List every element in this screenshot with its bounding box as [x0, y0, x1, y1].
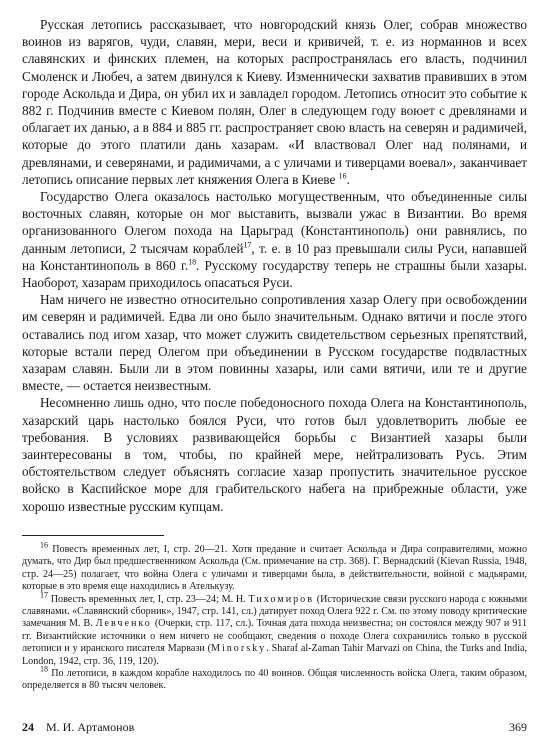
footnote-ref-16: 16 — [338, 171, 347, 181]
paragraph-2: Государство Олега оказалось настолько могущественным, что объединенные силы восточных славян, которые он мог выставить, вызвали ужас в Византии. Во время организованного Олегом похода на Царьград (Константинополь) они равнялись, по данным летописи, 2 тысячам кораблей$^{17}$, т. е. в 10 раз превышали силы Руси, напавшей на Константинополь в 860 г.$^{18}$. Русскому государству теперь не страшны были хазары. Наоборот, хазарам приходилось опасаться Руси. — [22, 189, 527, 291]
paragraph-4: Несомненно лишь одно, что после победоносного похода Олега на Константинополь, хазарский царь настолько боялся Руси, что готов был удовлетворить любые ее требования. В условиях развивающейся борьбы с Византией хазары были заинтересованы в том, чтобы, по крайней мере, нейтрализовать Русь. Этим обстоятельством следует объяснять согласие хазар пропустить значительное русское войско в Каспийское море для грабительского набега на прибрежные области, уже хорошо известные русским купцам. — [22, 395, 527, 514]
footnote-17: $^{17}$ Повесть временных лет, I, стр. 23—24; М. Н. Тихомиров (Исторические связи русского народа с южными славянами. «Славянский сборник», 1947, стр. 141, сл.) датирует поход Олега 922 г. См. по этому поводу критические замечания М. В. Левченко (Очерки, стр. 117, сл.). Точная дата похода неизвестна; он состоялся между 907 и 911 гг. Византийские источники о нем ничего не сообщают, сведения о походе Олега сохранились только в русской летописи и у иранского писателя Марвази (Minorsky. Sharaf al-Zaman Tahir Marvazi on China, the Turks and India, London, 1942, стр. 36, 119, 120). — [22, 590, 528, 667]
footnote-ref-18: 18 — [188, 257, 197, 267]
author-name: Тихомиров — [248, 593, 314, 605]
main-text — [22, 16, 527, 515]
paragraph-1: Русская летопись рассказывает, что новгородский князь Олег, собрав множество воинов из варягов, чуди, славян, мери, веси и кривичей, т. е. из норманнов и всех славянских и финских племен, на которых распространялась его власть, подчинил Смоленск и Любеч, а затем двинулся к Киеву. Изменнически захватив правивших в этом городе Аскольда и Дира, он убил их и завладел городом. Летопись относит это событие к 882 г. Подчинив вместе с Киевом полян, Олег в следующем году воюет с древлянами и облагает их данью, а в 884 и 885 гг. распространяет свою власть на северян и радимичей, которые до этого платили дань хазарам. «И властвовал Олег над полянами, и древлянами, и северянами, и радимичами, а с уличами и тиверцами воевал», заканчивает летопись описание первых лет княжения Олега в Киеве $^{16}$. — [22, 17, 527, 187]
paragraph-3: Нам ничего не известно относительно сопротивления хазар Олегу при освобождении им северян и радимичей. Едва ли оно было значительным. Однако вятичи и после этого оставались под игом хазар, что может служить свидетельством серьезных препятствий, которые встали перед Олегом при объединении в Русском государстве подвластных хазарам славян. Были ли в этом повинны хазары, или сами вятичи, или те и другие вместе, — остается неизвестным. — [22, 292, 527, 394]
footnote-16: $^{16}$ Повесть временных лет, I, стр. 20—21. Хотя предание и считает Аскольда и Дира соправителями, можно думать, что Дир был предшественником Аскольда (См. примечание на стр. 368). Г. Вернадский (Kievan Russia, 1948, стр. 24—25) полагает, что война Олега с уличами и тиверцами была, в действительности, войной с мадьярами, которые в это время еще находились в Ателькузу. — [22, 540, 527, 593]
footnote-ref-17: 17 — [243, 240, 252, 250]
page-number: 369 — [509, 720, 527, 734]
printer-signature: 24 — [22, 720, 34, 734]
author-name: Левченко — [95, 618, 152, 630]
footnotes — [22, 540, 528, 693]
page-footer — [22, 720, 527, 735]
running-author: М. И. Артамонов — [46, 720, 135, 734]
footnote-divider — [22, 535, 164, 536]
author-name: Minorsky — [210, 643, 267, 655]
footnote-18: $^{18}$ По летописи, в каждом корабле находилось по 40 воинов. Общая численность войска Олега, таким образом, определяется в 80 тысяч человек. — [22, 664, 528, 692]
